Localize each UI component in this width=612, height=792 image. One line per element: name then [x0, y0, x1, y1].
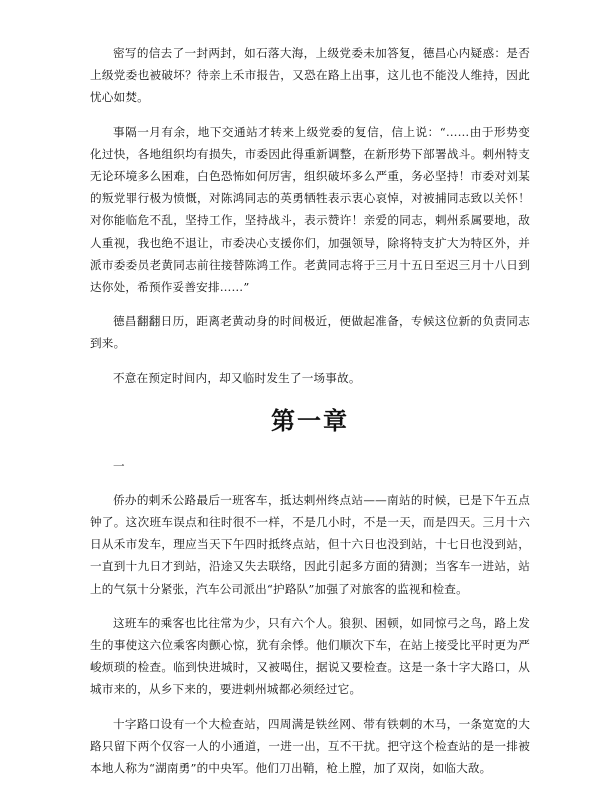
- intro-paragraph: 密写的信去了一封两封，如石落大海，上级党委未加答复，德昌心内疑惑：是否上级党委也被破坏？待亲上禾市报告，又恐在路上出事，这儿也不能没人维持，因此忧心如焚。: [90, 46, 530, 105]
- chapter-paragraph: 这班车的乘客也比往常为少，只有六个人。狼狈、困顿，如同惊弓之鸟，路上发生的事使这六位乘客肉颤心惊，犹有余悸。他们顺次下车，在站上接受比平时更为严峻烦琐的检查。临到快进城时，又被喝住，据说又要检查。这是一条十字大路口，从城市来的，从乡下来的，要进剌州城都必须经过它。: [90, 615, 530, 697]
- chapter-paragraph: 十字路口设有一个大检查站，四周满是铁丝网、带有铁刺的木马，一条宽宽的大路只留下两个仅容一人的小通道，一进一出，互不干扰。把守这个检查站的是一排被本地人称为“湖南勇”的中央军。他们刀出鞘，枪上膛，加了双岗，如临大敌。: [90, 716, 530, 776]
- intro-paragraph: 德昌翻翻日历，距离老黄动身的时间极近，便做起准备，专候这位新的负责同志到来。: [90, 314, 530, 351]
- intro-paragraph: 不意在预定时间内，却又临时发生了一场事故。: [113, 370, 361, 385]
- chapter-paragraph: 侨办的剌禾公路最后一班客车，抵达剌州终点站——南站的时候，已是下午五点钟了。这次班车误点和往时很不一样，不是几小时，不是一天，而是四天。三月十六日从禾市发车，理应当天下午四时抵终点站，但十六日也没到站，十七日也没到站，一直到十九日才到站，沿途又失去联络，因此引起多方面的猜测；当客车一进站，站上的气氛十分紧张，汽车公司派出“护路队”加强了对旅客的监视和检查。: [90, 492, 530, 596]
- chapter-title: 第一章: [271, 405, 349, 435]
- intro-paragraph: 事隔一月有余，地下交通站才转来上级党委的复信，信上说：“……由于形势变化过快，各地组织均有损失，市委因此得重新调整，在新形势下部署战斗。剌州特支无论环境多么困难，白色恐怖如何厉害，组织破坏多么严重，务必坚持！市委对刘某的叛党罪行极为愤慨，对陈鸿同志的英勇牺牲表示衷心哀悼，对被捕同志致以关怀！对你能临危不乱，坚持工作，坚持战斗，表示赞许！亲爱的同志，剌州系属要地，敌人重视，我也绝不退让，市委决心支援你们，加强领导，除将特支扩大为特区外，并派市委委员老黄同志前往接替陈鸿工作。老黄同志将于三月十五日至迟三月十八日到达你处，希预作妥善安排……”: [90, 124, 530, 295]
- page-content: [90, 42, 530, 791]
- section-marker: 一: [113, 458, 125, 473]
